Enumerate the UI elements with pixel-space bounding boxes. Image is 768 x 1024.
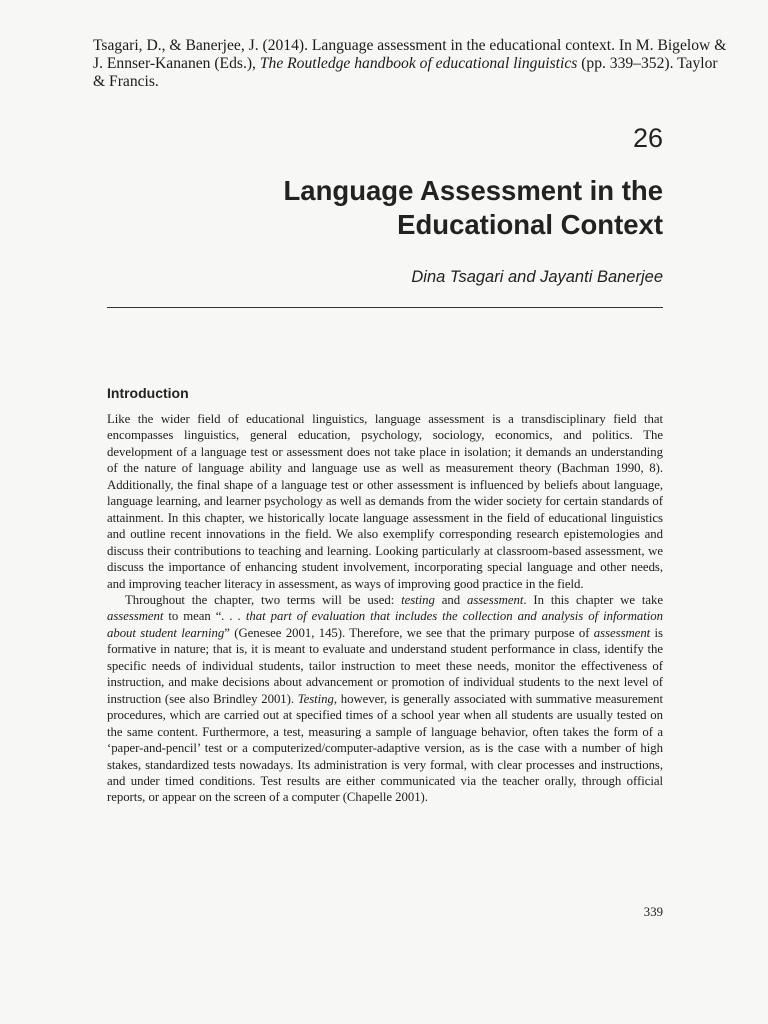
paragraph-2	[107, 592, 663, 806]
paragraph-2-text: is formative in nature; that is, it is meant to evaluate and understand student performance in class, identify the specific needs of individual students, tailor instruction to meet these needs, monitor the effectiveness of instruction, and make decisions about advancement or promotion of individual students to the next level of instruction (see also Brindley 2001).	[107, 625, 663, 706]
paragraph-2-text: Throughout the chapter, two terms will be used:	[125, 592, 402, 607]
chapter-title	[103, 174, 663, 242]
term-testing: testing	[401, 592, 435, 607]
chapter-title-line-1: Language Assessment in the	[283, 175, 663, 206]
page-number: 339	[643, 905, 663, 919]
term-assessment: assessment	[593, 625, 651, 640]
paragraph-2-text: . In this chapter we take	[523, 592, 663, 607]
chapter-authors: Dina Tsagari and Jayanti Banerjee	[411, 268, 663, 286]
section-heading: Introduction	[107, 385, 189, 401]
paragraph-2-text: , however, is generally associated with summative measurement procedures, which are carried out at specified times of a school year when all students are usually tested on the same content. Furthermore, a test, measuring a sample of language behavior, often takes the form of a ‘paper-and-pencil’ test or a computerized/computer-adaptive version, as is the case with a number of high stakes, standardized tests nowadays. Its administration is very formal, with clear processes and instructions, and under timed conditions. Test results are either communicated via the teacher orally, through official reports, or appear on the screen of a computer (Chapelle 2001).	[107, 691, 663, 805]
term-testing: Testing	[297, 691, 334, 706]
paragraph-2-text: ” (Genesee 2001, 145). Therefore, we see that the primary purpose of	[224, 625, 594, 640]
citation-tail: (pp. 339–352). Taylor & Francis.	[93, 55, 718, 90]
citation-book-title: The Routledge handbook of educational linguistics	[259, 55, 578, 72]
paragraph-1: Like the wider field of educational linguistics, language assessment is a transdisciplinary field that encompasses linguistics, general education, psychology, sociology, economics, and politics. The development of a language test or assessment does not take place in isolation; it demands an understanding of the nature of language ability and language use as well as measurement theory (Bachman 1990, 8). Additionally, the final shape of a language test or other assessment is influenced by beliefs about language, language learning, and learner psychology as well as demands from the wider society for certain standards of attainment. In this chapter, we historically locate language assessment in the field of educational linguistics and outline recent innovations in the field. We also exemplify corresponding research epistemologies and discuss their contributions to teaching and learning. Looking particularly at classroom-based assessment, we discuss the importance of enhancing student involvement, incorporating special language and other needs, and improving teacher literacy in assessment, as ways of improving good practice in the field.	[107, 412, 663, 591]
chapter-number: 26	[632, 123, 663, 153]
chapter-title-line-2: Educational Context	[397, 209, 663, 240]
term-assessment: assessment	[466, 592, 524, 607]
citation-lead: Tsagari, D., & Banerjee, J. (2014). Language assessment in the educational context. In M. Bigelow & J. Ennser-Kananen (Eds.),	[93, 37, 727, 72]
title-divider	[107, 307, 663, 308]
citation-note	[93, 37, 729, 91]
paragraph-2-text: and	[434, 592, 467, 607]
paragraph-2-text: to mean “	[163, 609, 222, 624]
body-text	[107, 411, 663, 806]
quoted-definition: . . . that part of evaluation that includes the collection and analysis of information about student learning	[107, 609, 663, 640]
term-assessment: assessment	[107, 609, 164, 624]
